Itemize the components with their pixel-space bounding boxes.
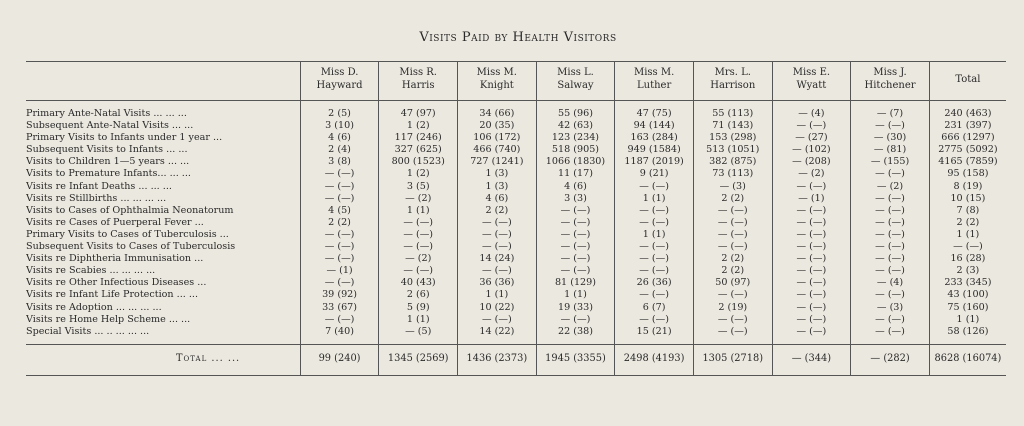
total-cell: 2498 (4193) (615, 344, 694, 375)
row-total-cell: 231 (397) (929, 120, 1006, 132)
table-cell: 94 (144) (615, 120, 694, 132)
table-cell: 39 (92) (300, 289, 379, 301)
table-cell: — (—) (851, 253, 930, 265)
table-cell: — (—) (851, 289, 930, 301)
table-cell: 73 (113) (693, 168, 772, 180)
table-cell: — (—) (300, 277, 379, 289)
table-row (26, 217, 1006, 229)
table-cell: — (—) (536, 314, 615, 326)
table-cell: 1 (2) (379, 168, 458, 180)
table-cell: — (—) (615, 289, 694, 301)
table-cell: — (—) (851, 229, 930, 241)
table-cell: — (—) (772, 265, 851, 277)
table-cell: — (—) (693, 326, 772, 345)
row-total-cell: 233 (345) (929, 277, 1006, 289)
table-cell: 4 (6) (458, 193, 537, 205)
table-cell: — (—) (536, 229, 615, 241)
table-cell: — (—) (615, 265, 694, 277)
table-cell: 106 (172) (458, 132, 537, 144)
table-cell: 1 (1) (379, 314, 458, 326)
table-cell: 2 (4) (300, 144, 379, 156)
table-cell: — (1) (772, 193, 851, 205)
table-cell: 42 (63) (536, 120, 615, 132)
row-total-cell: 2 (3) (929, 265, 1006, 277)
table-cell: — (—) (379, 217, 458, 229)
table-cell: — (—) (693, 205, 772, 217)
table-cell: 47 (75) (615, 101, 694, 121)
table-cell: — (—) (851, 326, 930, 345)
row-total-cell: 43 (100) (929, 289, 1006, 301)
table-row (26, 289, 1006, 301)
table-title: Visits Paid by Health Visitors (419, 30, 617, 45)
table-cell: — (—) (772, 181, 851, 193)
table-cell: 14 (22) (458, 326, 537, 345)
row-total-cell: 2 (2) (929, 217, 1006, 229)
table-cell: — (—) (379, 229, 458, 241)
table-cell: — (—) (772, 205, 851, 217)
table-cell: 1 (1) (379, 205, 458, 217)
table-cell: 3 (3) (536, 193, 615, 205)
table-cell: — (2) (772, 168, 851, 180)
row-label: Visits to Premature Infants... ... ... (26, 168, 191, 180)
table-cell: — (—) (693, 229, 772, 241)
total-cell-grand: 8628 (16074) (929, 344, 1006, 375)
table-cell: 6 (7) (615, 302, 694, 314)
table-cell: 11 (17) (536, 168, 615, 180)
table-cell: — (4) (851, 277, 930, 289)
table-cell: 466 (740) (458, 144, 537, 156)
row-label: Visits re Diphtheria Immunisation ... (26, 253, 204, 265)
table-cell: 3 (5) (379, 181, 458, 193)
table-row (26, 168, 1006, 180)
row-label: Subsequent Visits to Cases of Tuberculosis (26, 241, 236, 253)
table-cell: 163 (284) (615, 132, 694, 144)
table-cell: — (81) (851, 144, 930, 156)
table-cell: — (—) (851, 265, 930, 277)
table-cell: 2 (2) (693, 265, 772, 277)
row-label: Visits re Adoption ... ... ... ... (26, 301, 162, 313)
total-cell: 1345 (2569) (379, 344, 458, 375)
row-label: Special Visits ... .. ... ... ... (26, 325, 150, 337)
row-total-cell: 58 (126) (929, 326, 1006, 345)
table-cell: — (—) (772, 314, 851, 326)
total-cell: 99 (240) (300, 344, 379, 375)
table-cell: — (—) (615, 181, 694, 193)
total-cell: — (282) (851, 344, 930, 375)
row-total-cell: 1 (1) (929, 314, 1006, 326)
row-label: Visits re Scabies ... ... ... ... (26, 265, 156, 277)
row-label: Visits re Other Infectious Diseases ... (26, 277, 207, 289)
table-cell: 15 (21) (615, 326, 694, 345)
table-cell: 33 (67) (300, 302, 379, 314)
table-cell: — (2) (379, 193, 458, 205)
table-cell: 2 (2) (693, 193, 772, 205)
row-label: Visits to Cases of Ophthalmia Neonatorum (26, 204, 234, 216)
table-cell: 513 (1051) (693, 144, 772, 156)
table-cell: — (—) (772, 302, 851, 314)
table-body (26, 101, 1006, 345)
table-cell: 81 (129) (536, 277, 615, 289)
table-row (26, 193, 1006, 205)
table-cell: — (—) (772, 277, 851, 289)
table-cell: — (208) (772, 156, 851, 168)
table-cell: — (—) (615, 314, 694, 326)
column-header: Miss J. Hitchener (851, 62, 930, 101)
table-row (26, 205, 1006, 217)
table-cell: — (—) (536, 253, 615, 265)
table-cell: — (4) (772, 101, 851, 121)
column-header: Mrs. L. Harrison (693, 62, 772, 101)
table-cell: — (102) (772, 144, 851, 156)
table-cell: 3 (10) (300, 120, 379, 132)
column-header: Miss L. Salway (536, 62, 615, 101)
table-cell: — (—) (300, 181, 379, 193)
row-label: Visits re Infant Deaths ... ... ... (26, 180, 172, 192)
total-cell: 1436 (2373) (458, 344, 537, 375)
table-cell: 800 (1523) (379, 156, 458, 168)
table-cell: — (—) (300, 253, 379, 265)
row-label: Visits re Stillbirths ... ... ... ... (26, 192, 167, 204)
total-label: Total ... ... (26, 344, 300, 375)
total-row (26, 344, 1006, 375)
table-cell: — (27) (772, 132, 851, 144)
table-cell: 47 (97) (379, 101, 458, 121)
table-row (26, 253, 1006, 265)
table-cell: — (—) (851, 217, 930, 229)
row-total-cell: 95 (158) (929, 168, 1006, 180)
table-row (26, 265, 1006, 277)
row-label: Visits re Home Help Scheme ... ... (26, 313, 191, 325)
row-total-cell: 75 (160) (929, 302, 1006, 314)
table-cell: 3 (8) (300, 156, 379, 168)
table-cell: 1 (3) (458, 181, 537, 193)
table-cell: 50 (97) (693, 277, 772, 289)
row-label: Primary Ante-Natal Visits ... ... ... (26, 108, 187, 119)
row-total-cell: 1 (1) (929, 229, 1006, 241)
table-cell: — (—) (772, 253, 851, 265)
table-row (26, 101, 1006, 121)
table-cell: — (—) (536, 241, 615, 253)
table-cell: 117 (246) (379, 132, 458, 144)
table-cell: 1 (1) (615, 229, 694, 241)
table-row (26, 120, 1006, 132)
table-cell: 2 (2) (693, 253, 772, 265)
header-row (26, 62, 1006, 101)
table-cell: — (—) (772, 229, 851, 241)
table-cell: 153 (298) (693, 132, 772, 144)
table-cell: 40 (43) (379, 277, 458, 289)
row-total-cell: 666 (1297) (929, 132, 1006, 144)
table-cell: 2 (2) (300, 217, 379, 229)
total-cell: — (344) (772, 344, 851, 375)
table-cell: — (5) (379, 326, 458, 345)
table-row (26, 181, 1006, 193)
table-cell: 20 (35) (458, 120, 537, 132)
table-cell: — (2) (379, 253, 458, 265)
table-cell: 4 (6) (300, 132, 379, 144)
table-cell: — (—) (772, 120, 851, 132)
table-cell: — (—) (379, 241, 458, 253)
row-total-cell: 240 (463) (929, 101, 1006, 121)
table-cell: — (—) (615, 217, 694, 229)
table-cell: — (—) (615, 205, 694, 217)
table-cell: 71 (143) (693, 120, 772, 132)
table-cell: 727 (1241) (458, 156, 537, 168)
table-cell: 1 (1) (458, 289, 537, 301)
row-total-cell: 8 (19) (929, 181, 1006, 193)
table-cell: — (30) (851, 132, 930, 144)
table-cell: — (—) (615, 241, 694, 253)
table-cell: — (—) (851, 193, 930, 205)
table-row (26, 314, 1006, 326)
row-total-cell: 7 (8) (929, 205, 1006, 217)
column-header: Miss D. Hayward (300, 62, 379, 101)
visits-table (26, 61, 1006, 376)
row-total-cell: 16 (28) (929, 253, 1006, 265)
table-row (26, 326, 1006, 345)
table-cell: 10 (22) (458, 302, 537, 314)
table-cell: — (—) (536, 205, 615, 217)
table-cell: 2 (5) (300, 101, 379, 121)
table-cell: — (—) (693, 314, 772, 326)
table-cell: 9 (21) (615, 168, 694, 180)
table-cell: 2 (6) (379, 289, 458, 301)
table-cell: — (—) (536, 265, 615, 277)
table-cell: — (—) (379, 265, 458, 277)
table-cell: — (—) (851, 205, 930, 217)
table-cell: — (—) (851, 168, 930, 180)
table-row (26, 277, 1006, 289)
total-cell: 1305 (2718) (693, 344, 772, 375)
table-cell: — (7) (851, 101, 930, 121)
table-cell: — (2) (851, 181, 930, 193)
table-cell: — (—) (851, 241, 930, 253)
table-row (26, 241, 1006, 253)
table-cell: — (3) (693, 181, 772, 193)
table-cell: — (—) (536, 217, 615, 229)
table-cell: 1 (1) (536, 289, 615, 301)
row-label: Subsequent Visits to Infants ... ... (26, 144, 188, 156)
table-cell: — (—) (851, 314, 930, 326)
table-cell: 34 (66) (458, 101, 537, 121)
column-header: Miss M. Knight (458, 62, 537, 101)
table-row (26, 229, 1006, 241)
table-cell: — (—) (300, 168, 379, 180)
table-cell: — (—) (300, 314, 379, 326)
table-cell: 1 (3) (458, 168, 537, 180)
row-total-cell: 2775 (5092) (929, 144, 1006, 156)
column-header-total: Total (929, 62, 1006, 101)
table-cell: 4 (6) (536, 181, 615, 193)
header-label-blank (26, 62, 300, 101)
table-cell: 26 (36) (615, 277, 694, 289)
table-cell: 36 (36) (458, 277, 537, 289)
table-cell: — (155) (851, 156, 930, 168)
table-cell: 2 (2) (458, 205, 537, 217)
table-cell: — (—) (300, 229, 379, 241)
table-cell: — (—) (851, 120, 930, 132)
table-cell: 1 (1) (615, 193, 694, 205)
column-header: Miss R. Harris (379, 62, 458, 101)
table-cell: — (—) (772, 289, 851, 301)
table-cell: — (1) (300, 265, 379, 277)
table-cell: 22 (38) (536, 326, 615, 345)
table-cell: — (3) (851, 302, 930, 314)
table-cell: 2 (19) (693, 302, 772, 314)
row-label: Visits re Infant Life Protection ... ... (26, 289, 198, 301)
row-label: Visits re Cases of Puerperal Fever ... (26, 216, 204, 228)
row-label: Subsequent Ante-Natal Visits ... ... (26, 120, 194, 132)
table-cell: — (—) (615, 253, 694, 265)
row-label: Primary Visits to Infants under 1 year ... (26, 132, 223, 144)
column-header: Miss E. Wyatt (772, 62, 851, 101)
table-cell: 518 (905) (536, 144, 615, 156)
table-cell: — (—) (772, 217, 851, 229)
table-row (26, 144, 1006, 156)
column-header: Miss M. Luther (615, 62, 694, 101)
table-cell: — (—) (458, 229, 537, 241)
table-cell: — (—) (772, 326, 851, 345)
table-cell: 1066 (1830) (536, 156, 615, 168)
table-cell: — (—) (458, 217, 537, 229)
table-cell: 14 (24) (458, 253, 537, 265)
row-total-cell: 10 (15) (929, 193, 1006, 205)
row-label: Primary Visits to Cases of Tuberculosis ... (26, 228, 229, 240)
table-row (26, 156, 1006, 168)
total-cell: 1945 (3355) (536, 344, 615, 375)
table-cell: — (—) (300, 241, 379, 253)
table-cell: — (—) (693, 241, 772, 253)
table-cell: — (—) (693, 289, 772, 301)
table-cell: — (—) (693, 217, 772, 229)
table-cell: 55 (113) (693, 101, 772, 121)
table-cell: 19 (33) (536, 302, 615, 314)
table-cell: 1187 (2019) (615, 156, 694, 168)
table-cell: — (—) (458, 265, 537, 277)
table-cell: 5 (9) (379, 302, 458, 314)
table-cell: — (—) (458, 314, 537, 326)
table-cell: 327 (625) (379, 144, 458, 156)
table-row (26, 302, 1006, 314)
row-label: Visits to Children 1—5 years ... ... (26, 156, 190, 168)
row-total-cell: — (—) (929, 241, 1006, 253)
table-row (26, 132, 1006, 144)
table-cell: 382 (875) (693, 156, 772, 168)
table-cell: 949 (1584) (615, 144, 694, 156)
table-cell: — (—) (772, 241, 851, 253)
table-cell: 55 (96) (536, 101, 615, 121)
table-cell: 123 (234) (536, 132, 615, 144)
table-cell: 4 (5) (300, 205, 379, 217)
table-cell: — (—) (458, 241, 537, 253)
table-cell: — (—) (300, 193, 379, 205)
table-cell: 1 (2) (379, 120, 458, 132)
row-total-cell: 4165 (7859) (929, 156, 1006, 168)
table-cell: 7 (40) (300, 326, 379, 345)
